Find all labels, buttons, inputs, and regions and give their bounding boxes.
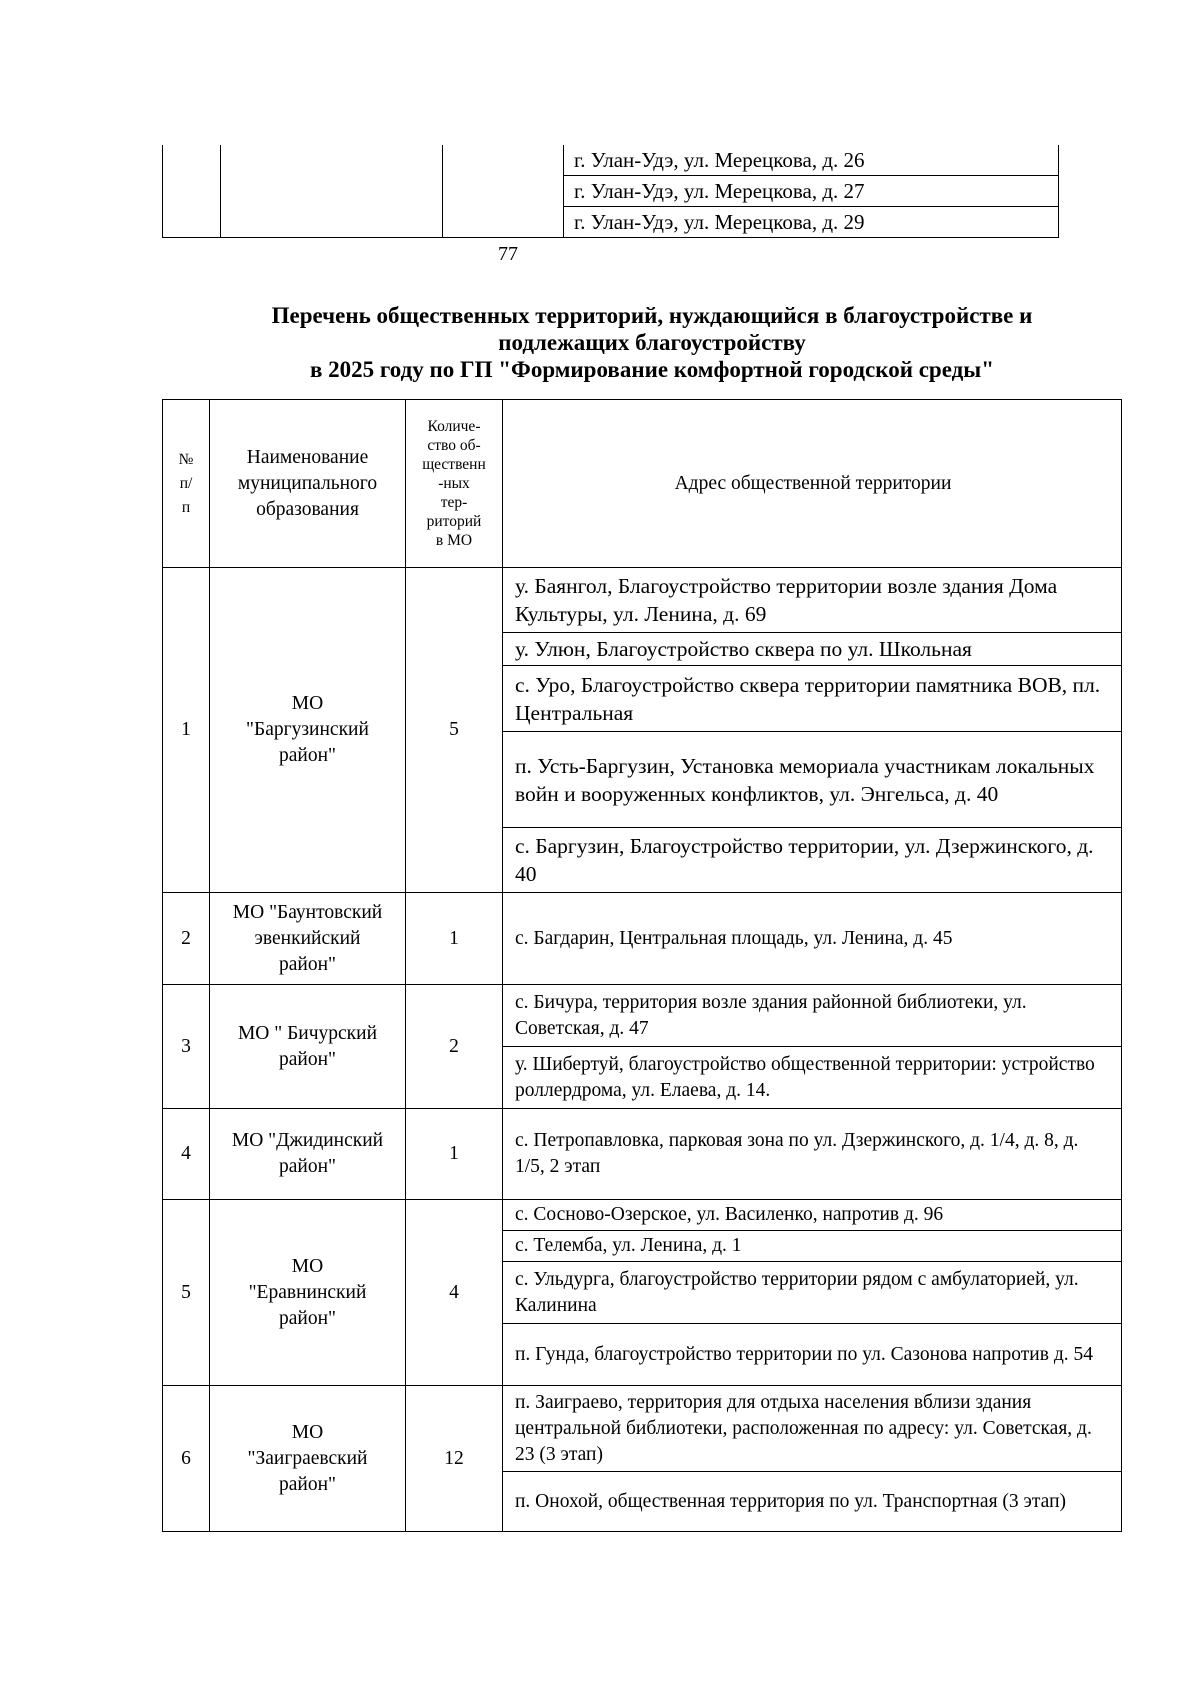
address-cell: у. Шибертуй, благоустройство общественной территории: устройство роллердрома, ул. Елаева, д. 14.	[503, 1047, 1122, 1109]
address-cell: у. Улюн, Благоустройство сквера по ул. Школьная	[503, 633, 1122, 666]
address-cell: с. Петропавловка, парковая зона по ул. Дзержинского, д. 1/4, д. 8, д. 1/5, 2 этап	[503, 1109, 1122, 1200]
municipality-cell: МО "Баунтовский эвенкийский район"	[210, 893, 406, 985]
table-row	[163, 145, 1059, 176]
empty-cell	[163, 145, 221, 238]
row-number: 1	[163, 568, 210, 893]
count-cell: 1	[406, 893, 503, 985]
municipality-cell: МО "Джидинский район"	[210, 1109, 406, 1200]
count-cell: 12	[406, 1386, 503, 1532]
address-cell: п. Усть-Баргузин, Установка мемориала участникам локальных войн и вооруженных конфликтов, ул. Энгельса, д. 40	[503, 732, 1122, 828]
territories-table	[162, 399, 1122, 1532]
table-row	[163, 1109, 1122, 1200]
address-cell: г. Улан-Удэ, ул. Мерецкова, д. 27	[564, 176, 1059, 207]
address-cell: у. Баянгол, Благоустройство территории возле здания Дома Культуры, ул. Ленина, д. 69	[503, 568, 1122, 633]
count-cell: 5	[406, 568, 503, 893]
row-number: 6	[163, 1386, 210, 1532]
address-cell: п. Заиграево, территория для отдыха населения вблизи здания центральной библиотеки, расположенная по адресу: ул. Советская, д. 23 (3 этап)	[503, 1386, 1122, 1472]
document-title	[162, 302, 1142, 383]
municipality-cell: МО " Бичурский район"	[210, 985, 406, 1109]
row-number: 2	[163, 893, 210, 985]
row-number: 4	[163, 1109, 210, 1200]
title-line: подлежащих благоустройству	[498, 330, 806, 355]
address-cell: с. Сосново-Озерское, ул. Василенко, напротив д. 96	[503, 1200, 1122, 1231]
municipality-cell: МО "Заиграевский район"	[210, 1386, 406, 1532]
address-cell: г. Улан-Удэ, ул. Мерецкова, д. 29	[564, 207, 1059, 238]
municipality-cell: МО "Еравнинский район"	[210, 1200, 406, 1386]
table-header-row	[163, 400, 1122, 568]
address-cell: с. Баргузин, Благоустройство территории, ул. Дзержинского, д. 40	[503, 828, 1122, 893]
table-row	[163, 1386, 1122, 1472]
table-row	[163, 568, 1122, 633]
page-number: 77	[498, 243, 518, 265]
table-row	[163, 1200, 1122, 1231]
address-cell: с. Багдарин, Центральная площадь, ул. Ленина, д. 45	[503, 893, 1122, 985]
count-cell: 1	[406, 1109, 503, 1200]
address-cell: п. Онохой, общественная территория по ул. Транспортная (3 этап)	[503, 1472, 1122, 1532]
address-cell: с. Ульдурга, благоустройство территории рядом с амбулаторией, ул. Калинина	[503, 1262, 1122, 1324]
header-count: Количе- ство об- щественн -ных тер- риторий в МО	[406, 400, 503, 568]
empty-cell	[443, 145, 564, 238]
row-number: 5	[163, 1200, 210, 1386]
address-cell: г. Улан-Удэ, ул. Мерецкова, д. 26	[564, 145, 1059, 176]
address-cell: с. Телемба, ул. Ленина, д. 1	[503, 1231, 1122, 1262]
title-line: Перечень общественных территорий, нуждающийся в благоустройстве и	[271, 303, 1033, 328]
header-municipality: Наименование муниципального образования	[210, 400, 406, 568]
previous-page-table	[162, 145, 1059, 238]
header-number: № п/ п	[163, 400, 210, 568]
table-row	[163, 985, 1122, 1047]
table-row	[163, 893, 1122, 985]
title-line: в 2025 году по ГП "Формирование комфортной городской среды"	[310, 357, 994, 382]
count-cell: 4	[406, 1200, 503, 1386]
address-cell: с. Бичура, территория возле здания районной библиотеки, ул. Советская, д. 47	[503, 985, 1122, 1047]
empty-cell	[221, 145, 443, 238]
address-cell: п. Гунда, благоустройство территории по ул. Сазонова напротив д. 54	[503, 1324, 1122, 1386]
address-cell: с. Уро, Благоустройство сквера территории памятника ВОВ, пл. Центральная	[503, 666, 1122, 732]
municipality-cell: МО "Баргузинский район"	[210, 568, 406, 893]
header-address: Адрес общественной территории	[503, 400, 1122, 568]
count-cell: 2	[406, 985, 503, 1109]
row-number: 3	[163, 985, 210, 1109]
